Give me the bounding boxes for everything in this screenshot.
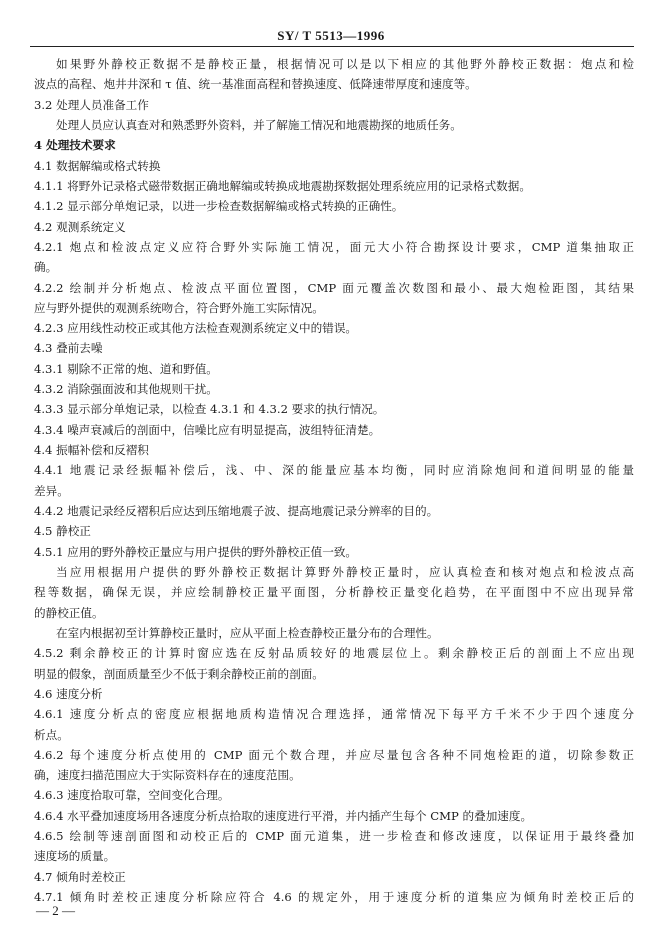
text-line: 确。 <box>34 260 58 275</box>
text-line: 4.6.3 速度拾取可靠，空间变化合理。 <box>34 788 230 803</box>
page-number: — 2 — <box>36 903 75 918</box>
text-line: 4.6.5 绘制等速剖面图和动校正后的 CMP 面元道集，进一步检查和修改速度，以保证用于最终叠加 <box>34 829 634 843</box>
section-heading: 4 处理技术要求 <box>34 138 116 153</box>
subsection-heading: 3.2 处理人员准备工作 <box>34 97 149 112</box>
text-line: 程等数据，确保无误，并应绘制静校正量平面图，分析静校正量变化趋势，在平面图中不应出现异常 <box>34 585 634 600</box>
text-line: 4.3.4 噪声衰减后的剖面中，信噪比应有明显提高，波组特征清楚。 <box>34 422 381 437</box>
text-line: 确，速度扫描范围应大于实际资料存在的速度范围。 <box>34 768 301 783</box>
text-line: 当应用根据用户提供的野外静校正数据计算野外静校正量时，应认真检查和核对炮点和检波点高 <box>56 564 634 579</box>
page-header: SY/ T 5513—1996 <box>277 28 385 43</box>
text-line: 4.3.1 剔除不正常的炮、道和野值。 <box>34 361 218 376</box>
subsection-heading: 4.5 静校正 <box>34 524 91 539</box>
text-line: 4.6.2 每个速度分析点使用的 CMP 面元个数合理，并应尽量包含各种不同炮检距的道，切除参数正 <box>34 747 634 762</box>
text-line: 4.5.2 剩余静校正的计算时窗应选在反射品质较好的地震层位上。剩余静校正后的剖面上不应出现 <box>34 646 634 661</box>
text-line: 4.2.3 应用线性动校正或其他方法检查观测系统定义中的错误。 <box>34 321 358 336</box>
text-line: 明显的假象，剖面质量至少不低于剩余静校正前的剖面。 <box>34 666 324 681</box>
subsection-heading: 4.6 速度分析 <box>34 686 103 701</box>
text-line: 4.2.2 绘制并分析炮点、检波点平面位置图，CMP 面元覆盖次数图和最小、最大炮检距图，其结果 <box>34 280 634 295</box>
header-rule <box>30 46 634 47</box>
subsection-heading: 4.7 倾角时差校正 <box>34 869 126 884</box>
text-line: 4.3.3 显示部分单炮记录，以检查 4.3.1 和 4.3.2 要求的执行情况。 <box>34 402 385 417</box>
text-line: 4.6.1 速度分析点的密度应根据地质构造情况合理选择，通常情况下每平方千米不少于四个速度分 <box>34 707 634 722</box>
text-line: 4.4.2 地震记录经反褶积后应达到压缩地震子波、提高地震记录分辨率的目的。 <box>34 504 439 518</box>
text-line: 析点。 <box>34 727 69 742</box>
text-line: 4.5.1 应用的野外静校正量应与用户提供的野外静校正值一致。 <box>34 544 358 559</box>
text-line: 差异。 <box>34 483 69 498</box>
text-line: 的静校正值。 <box>34 605 104 620</box>
text-line: 波点的高程、炮井井深和 τ 值、统一基准面高程和替换速度、低降速带厚度和速度等。 <box>34 77 477 92</box>
text-line: 4.1.2 显示部分单炮记录，以进一步检查数据解编或格式转换的正确性。 <box>34 199 404 214</box>
subsection-heading: 4.1 数据解编或格式转换 <box>34 158 161 173</box>
text-line: 4.2.1 炮点和检波点定义应符合野外实际施工情况，面元大小符合勘探设计要求，CMP 道集抽取正 <box>34 239 634 254</box>
text-line: 4.1.1 将野外记录格式磁带数据正确地解编或转换成地震勘探数据处理系统应用的记录格式数据。 <box>34 178 531 193</box>
text-line: 应与野外提供的观测系统吻合，符合野外施工实际情况。 <box>34 300 324 315</box>
subsection-heading: 4.3 叠前去噪 <box>34 341 103 356</box>
subsection-heading: 4.2 观测系统定义 <box>34 219 126 234</box>
text-line: 处理人员应认真查对和熟悉野外资料，并了解施工情况和地震勘探的地质任务。 <box>56 118 462 132</box>
text-line: 速度场的质量。 <box>34 849 116 864</box>
text-line: 4.3.2 消除强面波和其他规则干扰。 <box>34 382 218 397</box>
text-line: 4.4.1 地震记录经振幅补偿后，浅、中、深的能量应基本均衡，同时应消除炮间和道间明显的能量 <box>34 463 634 478</box>
text-line: 4.7.1 倾角时差校正速度分析除应符合 4.6 的规定外，用于速度分析的道集应为倾角时差校正后的 <box>34 890 634 904</box>
subsection-heading: 4.4 振幅补偿和反褶积 <box>34 443 149 457</box>
text-line: 如果野外静校正数据不是静校正量，根据情况可以是以下相应的其他野外静校正数据：炮点和检 <box>56 57 634 71</box>
text-line: 在室内根据初至计算静校正量时，应从平面上检查静校正量分布的合理性。 <box>56 625 439 640</box>
text-line: 4.6.4 水平叠加速度场用各速度分析点拾取的速度进行平滑，并内插产生每个 CMP 的叠加速度。 <box>34 808 533 823</box>
